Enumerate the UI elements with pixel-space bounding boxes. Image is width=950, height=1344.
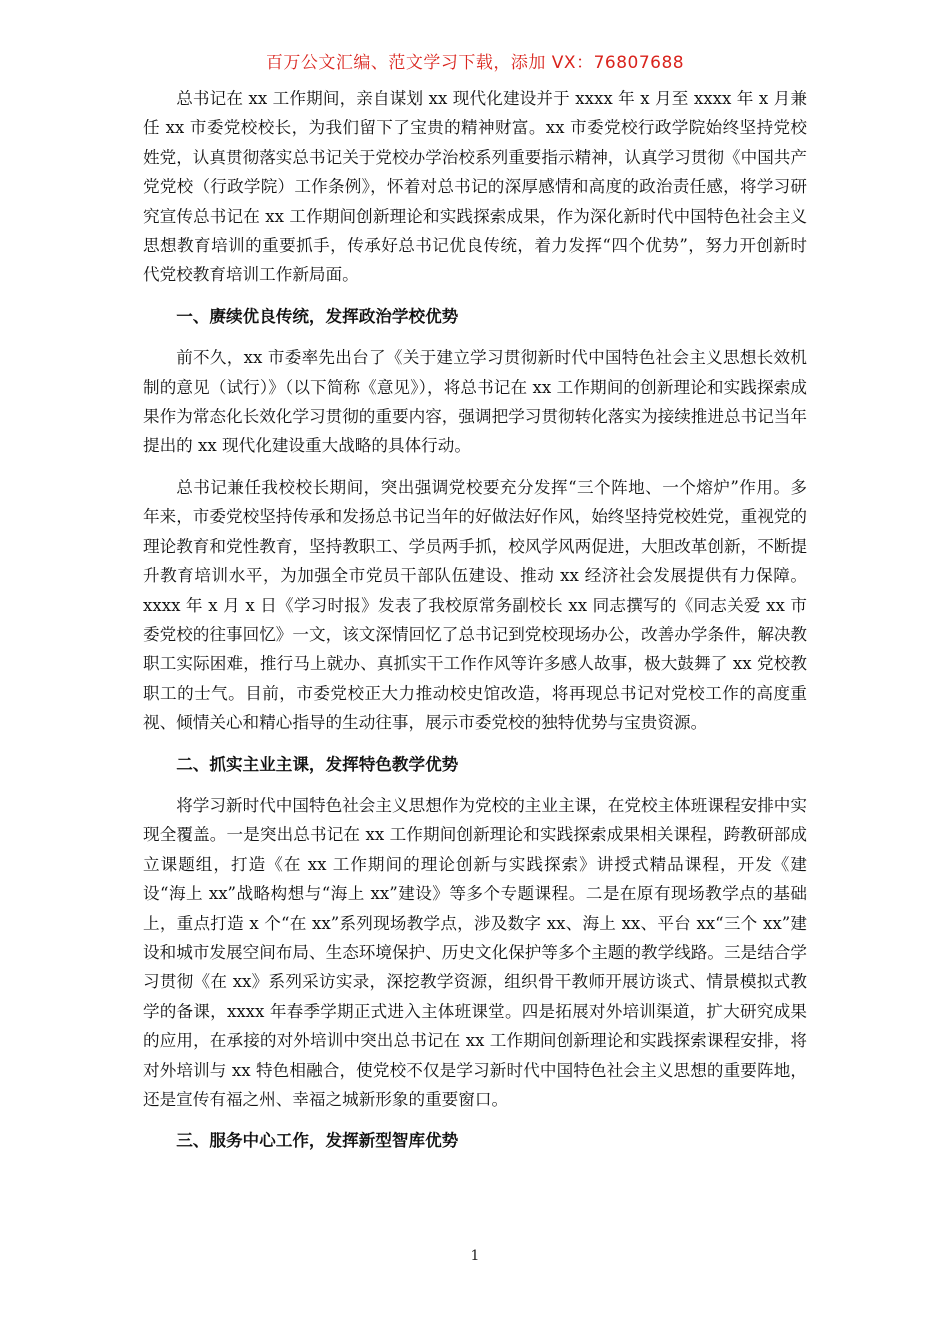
document-body <box>143 84 807 1168</box>
header-banner: 百万公文汇编、范文学习下载，添加 VX：76807688 <box>265 53 685 73</box>
section-1-paragraph-2: 总书记兼任我校校长期间，突出强调党校要充分发挥“三个阵地、一个熔炉”作用。多年来，市委党校坚持传承和发扬总书记当年的好做法好作风，始终坚持党校姓党，重视党的理论教育和党性教育，坚持教职工、学员两手抓，校风学风两促进，大胆改革创新，不断提升教育培训水平，为加强全市党员干部队伍建设、推动 xx 经济社会发展提供有力保障。xxxx 年 x 月 x 日《学习时报》发表了我校原常务副校长 xx 同志撰写的《同志关爱 xx 市委党校的往事回忆》一文，该文深情回忆了总书记到党校现场办公，改善办学条件，解决教职工实际困难，推行马上就办、真抓实干工作作风等许多感人故事，极大鼓舞了 xx 党校教职工的士气。目前，市委党校正大力推动校史馆改造，将再现总书记对党校工作的高度重视、倾情关心和精心指导的生动往事，展示市委党校的独特优势与宝贵资源。 <box>143 477 807 733</box>
section-heading-3: 三、服务中心工作，发挥新型智库优势 <box>176 1131 459 1151</box>
section-heading-2: 二、抓实主业主课，发挥特色教学优势 <box>176 754 459 774</box>
intro-paragraph: 总书记在 xx 工作期间，亲自谋划 xx 现代化建设并于 xxxx 年 x 月至 xxxx 年 x 月兼任 xx 市委党校校长，为我们留下了宝贵的精神财富。xx 市委党校行政学院始终坚持党校姓党，认真贯彻落实总书记关于党校办学治校系列重要指示精神，认真学习贯彻《中国共产党党校（行政学院）工作条例》，怀着对总书记的深厚感情和高度的政治责任感，将学习研究宣传总书记在 xx 工作期间创新理论和实践探索成果，作为深化新时代中国特色社会主义思想教育培训的重要抓手，传承好总书记优良传统，着力发挥“四个优势”，努力开创新时代党校教育培训工作新局面。 <box>143 89 807 285</box>
section-1-paragraph-1: 前不久，xx 市委率先出台了《关于建立学习贯彻新时代中国特色社会主义思想长效机制的意见（试行）》（以下简称《意见》），将总书记在 xx 工作期间的创新理论和实践探索成果作为常态化长效化学习贯彻的重要内容，强调把学习贯彻转化落实为接续推进总书记当年提出的 xx 现代化建设重大战略的具体行动。 <box>143 348 807 456</box>
section-2-paragraph-1: 将学习新时代中国特色社会主义思想作为党校的主业主课，在党校主体班课程安排中实现全覆盖。一是突出总书记在 xx 工作期间创新理论和实践探索成果相关课程，跨教研部成立课题组，打造《在 xx 工作期间的理论创新与实践探索》讲授式精品课程，开发《建设“海上 xx”战略构想与“海上 xx”建设》等多个专题课程。二是在原有现场教学点的基础上，重点打造 x 个“在 xx”系列现场教学点，涉及数字 xx、海上 xx、平台 xx“三个 xx”建设和城市发展空间布局、生态环境保护、历史文化保护等多个主题的教学线路。三是结合学习贯彻《在 xx》系列采访实录，深挖教学资源，组织骨干教师开展访谈式、情景模拟式教学的备课，xxxx 年春季学期正式进入主体班课堂。四是拓展对外培训渠道，扩大研究成果的应用，在承接的对外培训中突出总书记在 xx 工作期间创新理论和实践探索课程安排，将对外培训与 xx 特色相融合，使党校不仅是学习新时代中国特色社会主义思想的重要阵地，还是宣传有福之州、幸福之城新形象的重要窗口。 <box>143 795 807 1109</box>
page-number: 1 <box>470 1248 480 1264</box>
section-heading-1: 一、赓续优良传统，发挥政治学校优势 <box>176 306 459 326</box>
